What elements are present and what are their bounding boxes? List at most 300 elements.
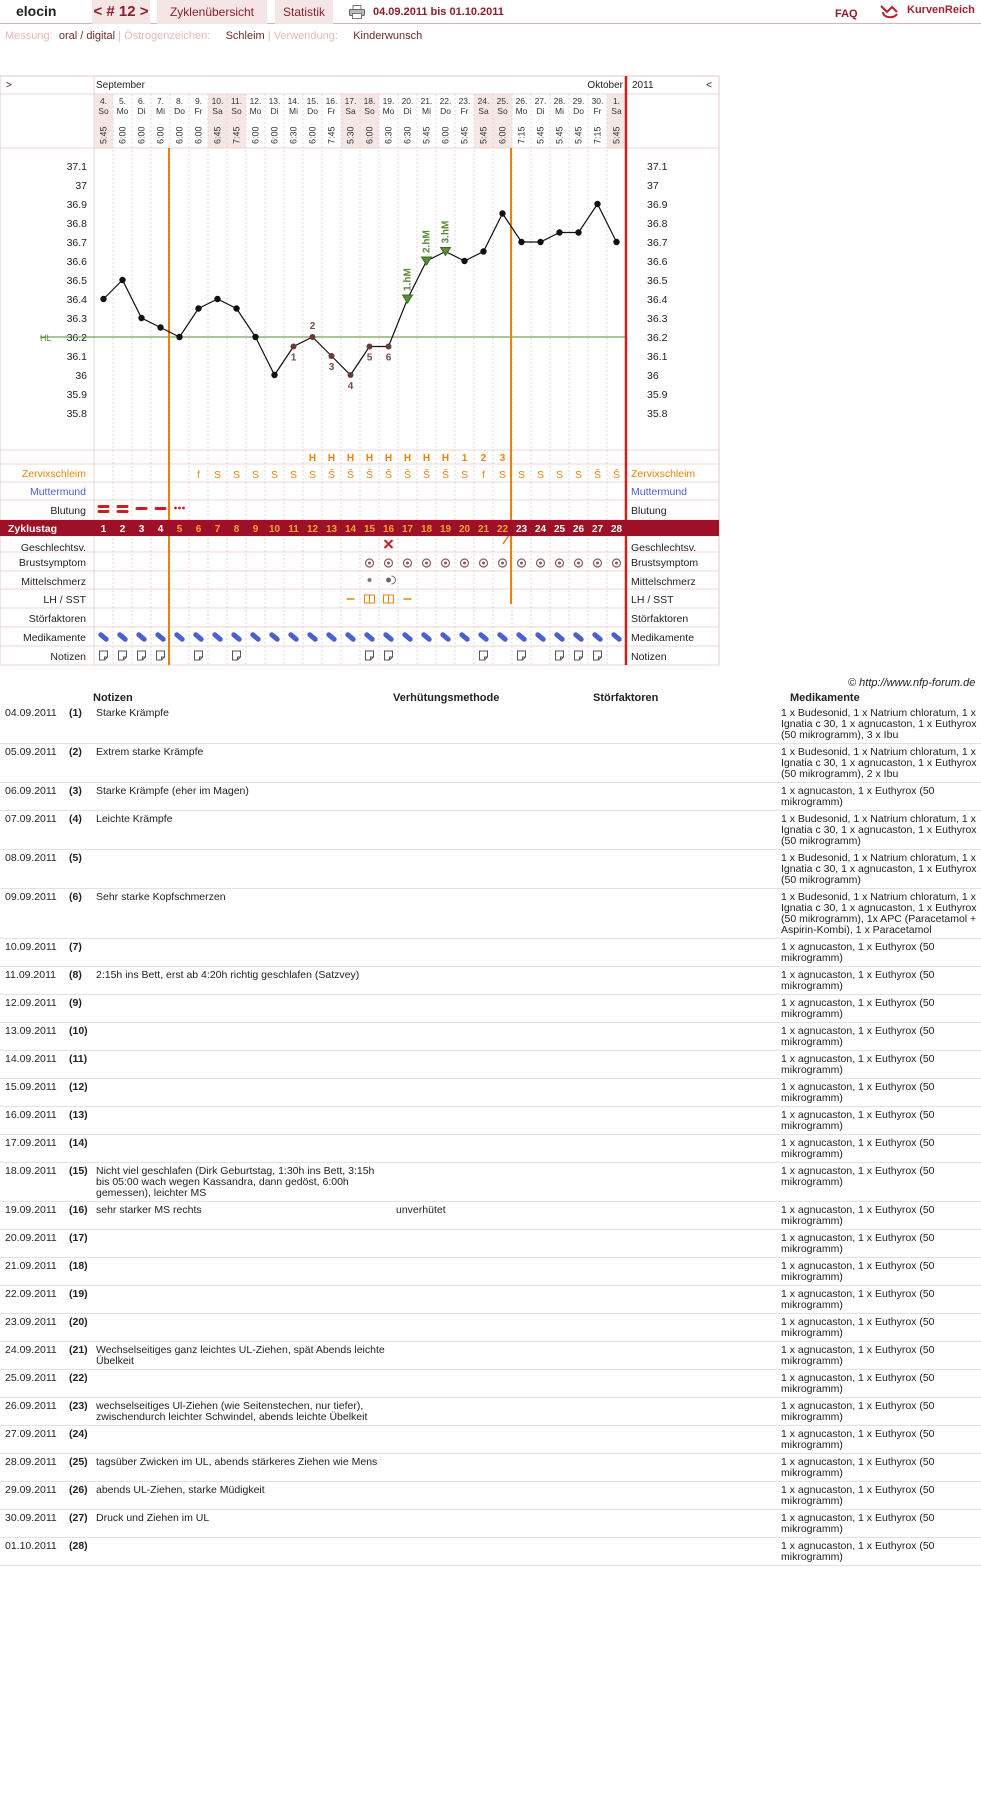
day-number: 26. bbox=[515, 96, 528, 106]
cycle-day-number: 2 bbox=[119, 524, 126, 535]
tab-statistics[interactable]: Statistik bbox=[275, 0, 333, 24]
measure-time: 6:30 bbox=[402, 126, 413, 144]
row-medication: 1 x agnucaston, 1 x Euthyrox (50 mikrogramm) bbox=[778, 995, 981, 1023]
row-medication: 1 x agnucaston, 1 x Euthyrox (50 mikrogramm) bbox=[778, 1258, 981, 1286]
weekday-label: Sa bbox=[212, 106, 223, 116]
note-icon[interactable] bbox=[157, 651, 165, 660]
row-disturbance bbox=[593, 1202, 778, 1230]
row-method bbox=[393, 1258, 593, 1286]
temperature-point bbox=[499, 210, 505, 216]
row-label-mittel: Mittelschmerz bbox=[21, 576, 86, 588]
day-number: 4. bbox=[99, 96, 108, 106]
day-number: 13. bbox=[268, 96, 281, 106]
day-number: 27. bbox=[534, 96, 547, 106]
row-day-number: (16) bbox=[66, 1202, 93, 1230]
month-start-label: September bbox=[96, 80, 145, 91]
bleeding-mark bbox=[117, 510, 129, 513]
row-label-zyklustag: Zyklustag bbox=[8, 523, 58, 535]
peak-marker: H bbox=[365, 453, 374, 464]
row-label-right-zervix: Zervixschleim bbox=[631, 468, 696, 480]
row-day-number: (11) bbox=[66, 1051, 93, 1079]
row-day-number: (26) bbox=[66, 1482, 93, 1510]
low-reference-label: 3 bbox=[328, 362, 335, 373]
row-label-muttermund: Muttermund bbox=[29, 486, 86, 498]
table-row bbox=[0, 811, 981, 850]
peak-marker: H bbox=[346, 453, 355, 464]
measure-time: 6:00 bbox=[250, 126, 261, 144]
note-icon[interactable] bbox=[100, 651, 108, 660]
row-disturbance bbox=[593, 705, 778, 744]
temperature-point bbox=[329, 353, 335, 359]
row-method bbox=[393, 995, 593, 1023]
day-number: 21. bbox=[420, 96, 433, 106]
row-date: 29.09.2011 bbox=[0, 1482, 66, 1510]
measure-time: 5:45 bbox=[573, 126, 584, 144]
day-number: 5. bbox=[118, 96, 127, 106]
row-day-number: (18) bbox=[66, 1258, 93, 1286]
mucus-code: S bbox=[251, 469, 260, 481]
table-row bbox=[0, 995, 981, 1023]
coverline-label: HL bbox=[40, 333, 52, 343]
mucus-code: f bbox=[197, 469, 200, 481]
cycle-day-number: 1 bbox=[100, 524, 107, 535]
weekday-label: Mo bbox=[515, 106, 528, 116]
day-number: 9. bbox=[194, 96, 203, 106]
breast-symptom-icon bbox=[558, 562, 561, 565]
y-tick-right: 36.3 bbox=[647, 313, 668, 325]
note-icon[interactable] bbox=[366, 651, 374, 660]
faq-link[interactable]: FAQ bbox=[835, 8, 858, 20]
row-day-number: (13) bbox=[66, 1107, 93, 1135]
y-tick-left: 36.2 bbox=[66, 332, 87, 344]
row-date: 23.09.2011 bbox=[0, 1314, 66, 1342]
row-note bbox=[93, 1426, 393, 1454]
row-medication: 1 x agnucaston, 1 x Euthyrox (50 mikrogramm) bbox=[778, 1230, 981, 1258]
row-label-medi: Medikamente bbox=[22, 632, 86, 644]
mittelschmerz-icon bbox=[386, 578, 391, 583]
breast-symptom-icon bbox=[596, 562, 599, 565]
row-label-stoer: Störfaktoren bbox=[28, 613, 86, 625]
weekday-label: Fr bbox=[327, 106, 336, 116]
row-day-number: (21) bbox=[66, 1342, 93, 1370]
row-label-brust: Brustsymptom bbox=[18, 557, 86, 569]
row-day-number: (9) bbox=[66, 995, 93, 1023]
temperature-point bbox=[367, 344, 373, 350]
temperature-point bbox=[310, 334, 316, 340]
y-tick-left: 36.1 bbox=[66, 351, 87, 363]
note-icon[interactable] bbox=[594, 651, 602, 660]
mucus-code: Ŝ bbox=[593, 469, 602, 481]
row-date: 21.09.2011 bbox=[0, 1258, 66, 1286]
cycle-day-number: 18 bbox=[420, 524, 433, 535]
row-medication: 1 x agnucaston, 1 x Euthyrox (50 mikrogramm) bbox=[778, 1370, 981, 1398]
printer-icon[interactable] bbox=[349, 5, 365, 19]
note-icon[interactable] bbox=[480, 651, 488, 660]
table-row bbox=[0, 1342, 981, 1370]
row-date: 18.09.2011 bbox=[0, 1163, 66, 1202]
higher-measurement-label: 3.hM bbox=[440, 220, 452, 244]
row-label-blutung: Blutung bbox=[50, 505, 86, 517]
temperature-point bbox=[214, 296, 220, 302]
row-label-lh: LH / SST bbox=[43, 594, 86, 606]
row-label-right-brust: Brustsymptom bbox=[631, 557, 699, 569]
peak-marker: H bbox=[327, 453, 336, 464]
y-tick-left: 37 bbox=[75, 180, 87, 192]
row-label-right-blutung: Blutung bbox=[631, 505, 667, 517]
low-reference-label: 6 bbox=[385, 352, 392, 364]
verwendung-value: Kinderwunsch bbox=[353, 30, 423, 42]
y-tick-left: 35.8 bbox=[66, 408, 87, 420]
table-row bbox=[0, 967, 981, 995]
day-number: 7. bbox=[156, 96, 165, 106]
weekday-label: So bbox=[497, 106, 508, 116]
row-note: Sehr starke Kopfschmerzen bbox=[93, 889, 393, 939]
row-disturbance bbox=[593, 1482, 778, 1510]
note-icon[interactable] bbox=[119, 651, 127, 660]
row-note bbox=[93, 1107, 393, 1135]
weekday-label: Di bbox=[536, 106, 545, 116]
table-row bbox=[0, 1454, 981, 1482]
row-day-number: (1) bbox=[66, 705, 93, 744]
row-note bbox=[93, 939, 393, 967]
row-method bbox=[393, 1135, 593, 1163]
peak-marker: H bbox=[384, 453, 393, 464]
row-label-right-gv: Geschlechtsv. bbox=[631, 542, 697, 554]
table-row bbox=[0, 1230, 981, 1258]
measure-time: 6:00 bbox=[117, 126, 128, 144]
weekday-label: Fr bbox=[194, 106, 203, 116]
measure-time: 5:45 bbox=[535, 126, 546, 144]
breast-symptom-icon bbox=[577, 562, 580, 565]
table-row bbox=[0, 1051, 981, 1079]
row-note bbox=[93, 1023, 393, 1051]
row-day-number: (6) bbox=[66, 889, 93, 939]
row-note bbox=[93, 1370, 393, 1398]
day-number: 29. bbox=[572, 96, 585, 106]
y-tick-right: 35.8 bbox=[647, 408, 668, 420]
table-row bbox=[0, 1538, 981, 1566]
peak-marker: H bbox=[422, 453, 431, 464]
cycle-day-number: 8 bbox=[233, 524, 240, 535]
cycle-day-number: 28 bbox=[610, 524, 623, 535]
y-tick-left: 36.4 bbox=[66, 294, 87, 306]
row-note bbox=[93, 1258, 393, 1286]
row-note: Druck und Ziehen im UL bbox=[93, 1510, 393, 1538]
temperature-point bbox=[195, 305, 201, 311]
row-method bbox=[393, 1426, 593, 1454]
brand-name[interactable]: KurvenReich bbox=[907, 4, 975, 16]
breast-symptom-icon bbox=[444, 562, 447, 565]
measure-time: 7:15 bbox=[592, 126, 603, 144]
peak-marker: 1 bbox=[461, 453, 468, 464]
day-number: 10. bbox=[211, 96, 224, 106]
peak-marker: 3 bbox=[499, 453, 506, 464]
y-tick-left: 36 bbox=[75, 370, 87, 382]
mittelschmerz-icon bbox=[368, 578, 372, 582]
note-icon[interactable] bbox=[385, 651, 393, 660]
row-medication: 1 x agnucaston, 1 x Euthyrox (50 mikrogramm) bbox=[778, 1482, 981, 1510]
measure-time: 6:00 bbox=[155, 126, 166, 144]
day-number: 15. bbox=[306, 96, 319, 106]
row-day-number: (20) bbox=[66, 1314, 93, 1342]
temperature-point bbox=[594, 201, 600, 207]
y-tick-right: 36.4 bbox=[647, 294, 668, 306]
mucus-code: S bbox=[574, 469, 583, 481]
weekday-label: Di bbox=[403, 106, 412, 116]
temperature-point bbox=[480, 248, 486, 254]
mucus-code: S bbox=[270, 469, 279, 481]
mucus-code: Ŝ bbox=[403, 469, 412, 481]
temperature-point bbox=[119, 277, 125, 283]
breast-symptom-icon bbox=[463, 562, 466, 565]
note-icon[interactable] bbox=[138, 651, 146, 660]
row-medication: 1 x agnucaston, 1 x Euthyrox (50 mikrogramm) bbox=[778, 1023, 981, 1051]
y-tick-left: 36.6 bbox=[66, 256, 87, 268]
row-day-number: (27) bbox=[66, 1510, 93, 1538]
row-note: Extrem starke Krämpfe bbox=[93, 744, 393, 783]
weekday-label: So bbox=[364, 106, 375, 116]
note-icon[interactable] bbox=[233, 651, 241, 660]
weekday-label: Mi bbox=[555, 106, 564, 116]
row-medication: 1 x agnucaston, 1 x Euthyrox (50 mikrogramm) bbox=[778, 967, 981, 995]
y-tick-right: 35.9 bbox=[647, 389, 668, 401]
row-medication: 1 x Budesonid, 1 x Natrium chloratum, 1 x Ignatia c 30, 1 x agnucaston, 1 x Euthyrox (50 mikrogramm), 1x APC (Paracetamol + Aspirin-Kombi), 1 x Paracetamol bbox=[778, 889, 981, 939]
breast-symptom-icon bbox=[520, 562, 523, 565]
measure-time: 6:30 bbox=[383, 126, 394, 144]
y-tick-right: 36.7 bbox=[647, 237, 668, 249]
breast-symptom-icon bbox=[615, 562, 618, 565]
day-number: 11. bbox=[230, 96, 243, 106]
low-reference-label: 5 bbox=[366, 352, 373, 364]
row-disturbance bbox=[593, 1510, 778, 1538]
row-day-number: (17) bbox=[66, 1230, 93, 1258]
row-method bbox=[393, 811, 593, 850]
row-disturbance bbox=[593, 1314, 778, 1342]
higher-measurement-label: 1.hM bbox=[402, 268, 414, 291]
row-medication: 1 x agnucaston, 1 x Euthyrox (50 mikrogramm) bbox=[778, 1202, 981, 1230]
tab-cycle-overview[interactable]: Zyklenübersicht bbox=[157, 0, 267, 24]
col-num bbox=[66, 690, 93, 705]
higher-measurement-label: 2.hM bbox=[421, 230, 433, 253]
row-disturbance bbox=[593, 1163, 778, 1202]
mucus-code: Ŝ bbox=[365, 469, 374, 481]
mucus-code: S bbox=[555, 469, 564, 481]
weekday-label: Fr bbox=[460, 106, 469, 116]
row-note bbox=[93, 1538, 393, 1566]
row-date: 25.09.2011 bbox=[0, 1370, 66, 1398]
row-method bbox=[393, 1454, 593, 1482]
nav-next-button[interactable]: < bbox=[706, 80, 712, 91]
row-method bbox=[393, 1314, 593, 1342]
day-number: 8. bbox=[175, 96, 184, 106]
measure-time: 7:45 bbox=[231, 126, 242, 144]
row-label-gv: Geschlechtsv. bbox=[20, 542, 86, 554]
row-date: 20.09.2011 bbox=[0, 1230, 66, 1258]
row-note bbox=[93, 1286, 393, 1314]
row-method bbox=[393, 705, 593, 744]
row-note: wechselseitiges Ul-Ziehen (wie Seitenstechen, nur tiefer), zwischendurch leichter Schwindel, abends leichte Übelkeit bbox=[93, 1398, 393, 1426]
row-disturbance bbox=[593, 889, 778, 939]
table-row bbox=[0, 889, 981, 939]
table-row bbox=[0, 1426, 981, 1454]
row-note: Nicht viel geschlafen (Dirk Geburtstag, 1:30h ins Bett, 3:15h bis 05:00 wach wegen Kassandra, dann gedöst, 6:00h gemessen), leichter MS bbox=[93, 1163, 393, 1202]
cycle-day-number: 9 bbox=[252, 524, 259, 535]
mucus-code: S bbox=[460, 469, 469, 481]
cycle-day-number: 16 bbox=[382, 524, 395, 535]
row-medication: 1 x agnucaston, 1 x Euthyrox (50 mikrogramm) bbox=[778, 1454, 981, 1482]
breast-symptom-icon bbox=[406, 562, 409, 565]
day-number: 20. bbox=[401, 96, 414, 106]
weekday-label: Do bbox=[174, 106, 185, 116]
table-row bbox=[0, 744, 981, 783]
row-date: 22.09.2011 bbox=[0, 1286, 66, 1314]
messung-value: oral / digital bbox=[58, 30, 116, 42]
measure-time: 6:00 bbox=[440, 126, 451, 144]
cycle-day-number: 4 bbox=[157, 524, 164, 535]
row-note: abends UL-Ziehen, starke Müdigkeit bbox=[93, 1482, 393, 1510]
copyright-credit: © http://www.nfp-forum.de bbox=[848, 677, 976, 689]
cycle-day-number: 12 bbox=[306, 524, 319, 535]
y-tick-right: 36.9 bbox=[647, 199, 668, 211]
peak-marker: H bbox=[441, 453, 450, 464]
measure-time: 5:45 bbox=[554, 126, 565, 144]
col-method: Verhütungsmethode bbox=[393, 692, 500, 704]
measure-time: 5:45 bbox=[478, 126, 489, 144]
row-note: tagsüber Zwicken im UL, abends stärkeres Ziehen wie Mens bbox=[93, 1454, 393, 1482]
note-icon[interactable] bbox=[556, 651, 564, 660]
measure-time: 6:00 bbox=[174, 126, 185, 144]
note-icon[interactable] bbox=[575, 651, 583, 660]
note-icon[interactable] bbox=[518, 651, 526, 660]
row-label-right-lh: LH / SST bbox=[631, 594, 674, 606]
y-tick-left: 37.1 bbox=[66, 161, 87, 173]
row-method bbox=[393, 1230, 593, 1258]
cycle-selector[interactable]: < # 12 > bbox=[92, 0, 150, 24]
y-tick-left: 36.7 bbox=[66, 237, 87, 249]
row-method bbox=[393, 850, 593, 889]
row-method bbox=[393, 1482, 593, 1510]
spotting-mark bbox=[178, 507, 181, 510]
weekday-label: Do bbox=[307, 106, 318, 116]
row-method bbox=[393, 1342, 593, 1370]
row-medication: 1 x agnucaston, 1 x Euthyrox (50 mikrogramm) bbox=[778, 1314, 981, 1342]
measure-time: 6:45 bbox=[212, 126, 223, 144]
y-tick-left: 35.9 bbox=[66, 389, 87, 401]
row-date: 07.09.2011 bbox=[0, 811, 66, 850]
y-tick-right: 36.1 bbox=[647, 351, 668, 363]
day-number: 28. bbox=[553, 96, 566, 106]
mucus-code: S bbox=[536, 469, 545, 481]
row-method bbox=[393, 783, 593, 811]
day-number: 17. bbox=[344, 96, 357, 106]
oestrogen-value: Schleim bbox=[225, 30, 265, 42]
row-day-number: (24) bbox=[66, 1426, 93, 1454]
measure-time: 6:00 bbox=[269, 126, 280, 144]
breast-symptom-icon bbox=[425, 562, 428, 565]
day-number: 14. bbox=[287, 96, 300, 106]
table-row bbox=[0, 1202, 981, 1230]
temperature-point bbox=[176, 334, 182, 340]
row-method bbox=[393, 1107, 593, 1135]
temperature-point bbox=[291, 344, 297, 350]
row-note: 2:15h ins Bett, erst ab 4:20h richtig geschlafen (Satzvey) bbox=[93, 967, 393, 995]
row-date: 15.09.2011 bbox=[0, 1079, 66, 1107]
cycle-day-number: 14 bbox=[344, 524, 357, 535]
table-row bbox=[0, 1107, 981, 1135]
weekday-label: Mi bbox=[289, 106, 298, 116]
measure-time: 7:45 bbox=[326, 126, 337, 144]
breast-symptom-icon bbox=[501, 562, 504, 565]
row-medication: 1 x agnucaston, 1 x Euthyrox (50 mikrogramm) bbox=[778, 1107, 981, 1135]
cycle-chart bbox=[0, 74, 720, 679]
y-tick-right: 36.8 bbox=[647, 218, 668, 230]
row-disturbance bbox=[593, 1538, 778, 1566]
verwendung-label: Verwendung: bbox=[273, 30, 338, 42]
row-note: Starke Krämpfe (eher im Magen) bbox=[93, 783, 393, 811]
messung-label: Messung: bbox=[5, 30, 53, 42]
cycle-day-number: 11 bbox=[288, 524, 299, 535]
row-disturbance bbox=[593, 1342, 778, 1370]
row-method bbox=[393, 967, 593, 995]
bleeding-mark bbox=[98, 510, 110, 513]
mucus-code: Ŝ bbox=[346, 469, 355, 481]
row-date: 01.10.2011 bbox=[0, 1538, 66, 1566]
row-disturbance bbox=[593, 1023, 778, 1051]
breast-symptom-icon bbox=[368, 562, 371, 565]
peak-marker: H bbox=[308, 453, 317, 464]
nav-prev-button[interactable]: > bbox=[6, 80, 12, 91]
row-disturbance bbox=[593, 1286, 778, 1314]
table-row bbox=[0, 1510, 981, 1538]
row-day-number: (2) bbox=[66, 744, 93, 783]
row-medication: 1 x agnucaston, 1 x Euthyrox (50 mikrogramm) bbox=[778, 1051, 981, 1079]
y-tick-left: 36.8 bbox=[66, 218, 87, 230]
table-row bbox=[0, 1314, 981, 1342]
cycle-day-number: 13 bbox=[325, 524, 338, 535]
temperature-point bbox=[157, 324, 163, 330]
measure-time: 6:00 bbox=[136, 126, 147, 144]
table-row bbox=[0, 1023, 981, 1051]
measure-time: 5:30 bbox=[345, 126, 356, 144]
row-date: 28.09.2011 bbox=[0, 1454, 66, 1482]
row-disturbance bbox=[593, 1107, 778, 1135]
row-medication: 1 x agnucaston, 1 x Euthyrox (50 mikrogramm) bbox=[778, 1135, 981, 1163]
cycle-day-number: 25 bbox=[553, 524, 566, 535]
row-disturbance bbox=[593, 1230, 778, 1258]
y-tick-right: 37 bbox=[647, 180, 659, 192]
measure-time: 5:45 bbox=[611, 126, 622, 144]
row-disturbance bbox=[593, 1426, 778, 1454]
cycle-day-number: 23 bbox=[515, 524, 528, 535]
oestrogen-label: Östrogenzeichen: bbox=[124, 30, 211, 42]
temperature-point bbox=[233, 305, 239, 311]
username: elocin bbox=[16, 3, 57, 19]
row-note: Leichte Krämpfe bbox=[93, 811, 393, 850]
col-notes: Notizen bbox=[93, 692, 133, 704]
table-row bbox=[0, 783, 981, 811]
row-date: 10.09.2011 bbox=[0, 939, 66, 967]
row-note bbox=[93, 995, 393, 1023]
temperature-point bbox=[461, 258, 467, 264]
weekday-label: Mo bbox=[116, 106, 129, 116]
cycle-day-number: 17 bbox=[401, 524, 414, 535]
measure-time: 6:00 bbox=[364, 126, 375, 144]
mucus-code: S bbox=[308, 469, 317, 481]
low-reference-label: 4 bbox=[347, 381, 354, 392]
note-icon[interactable] bbox=[195, 651, 203, 660]
measure-time: 6:00 bbox=[193, 126, 204, 144]
row-note bbox=[93, 1135, 393, 1163]
